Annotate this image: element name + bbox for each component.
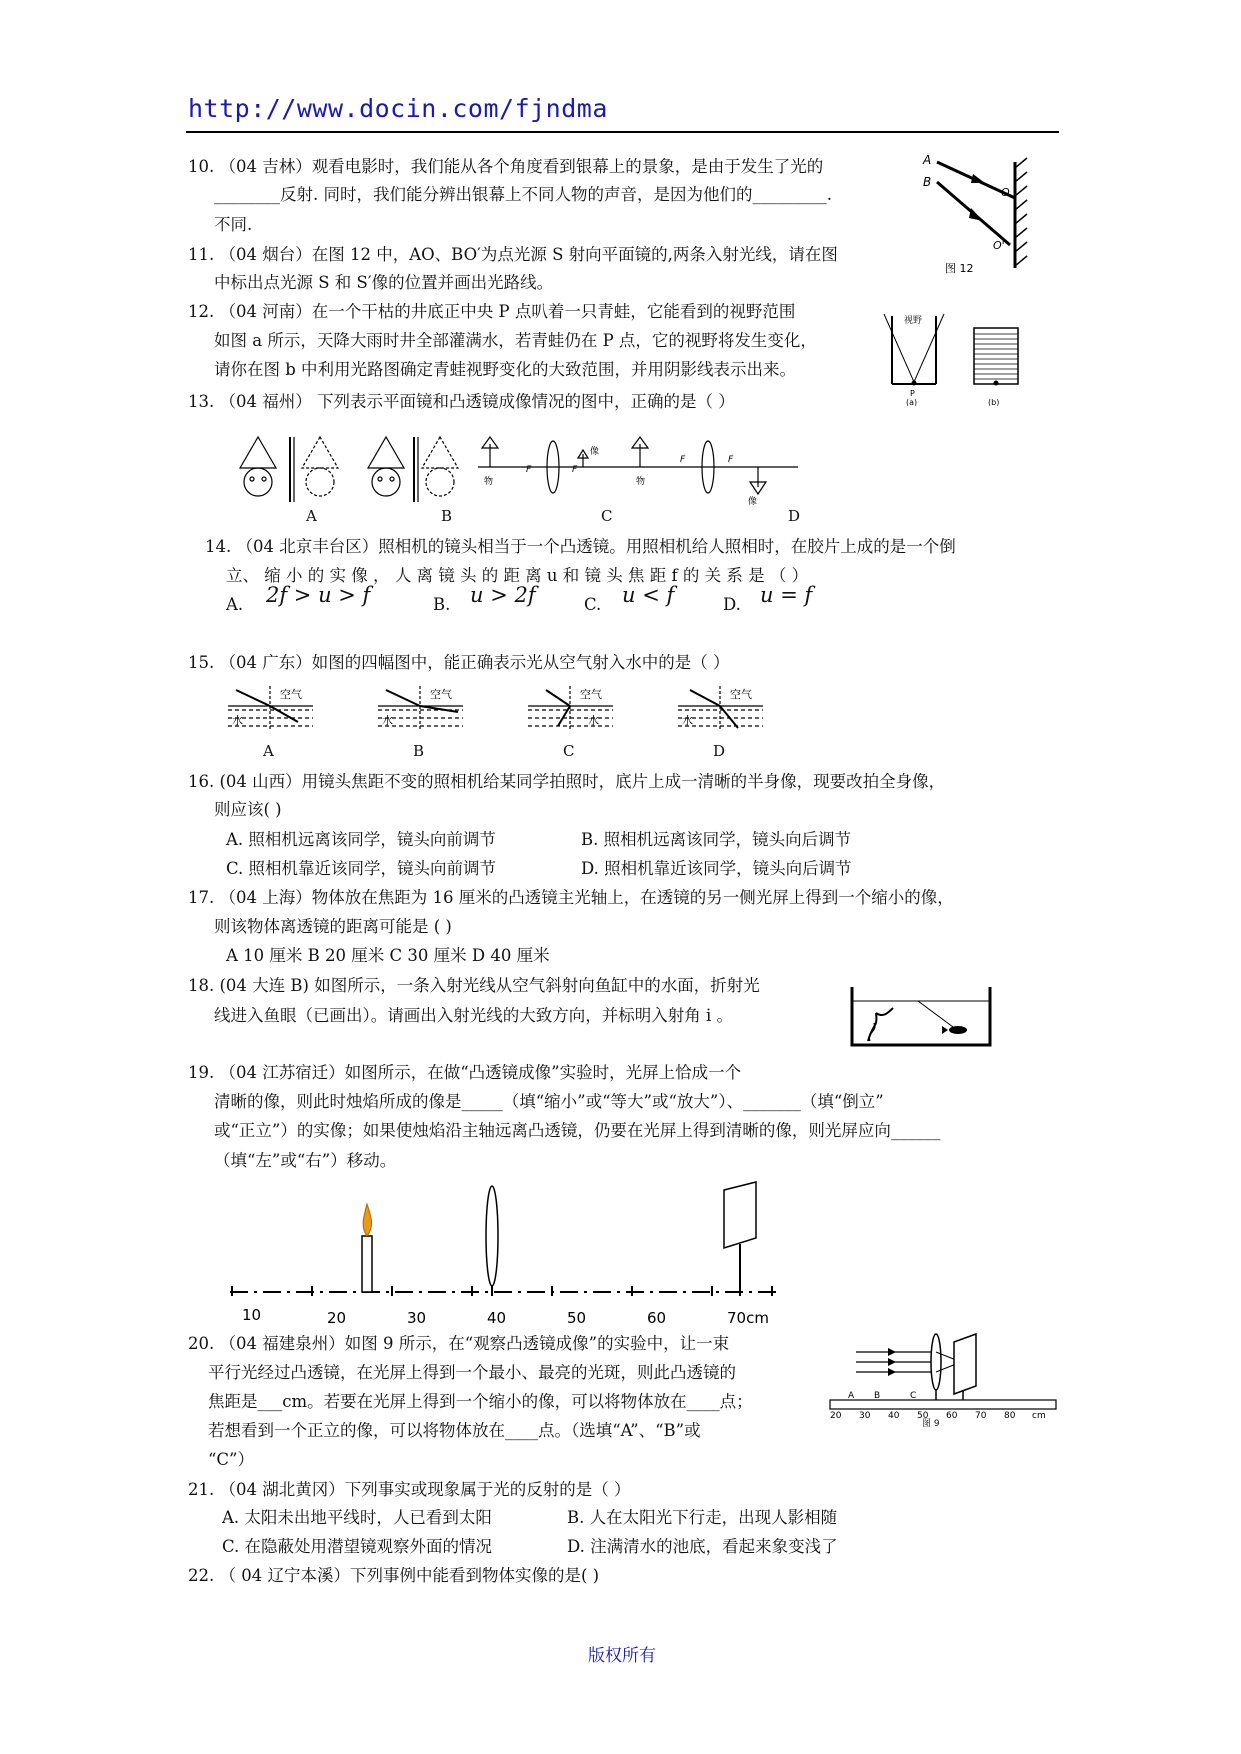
q10-label-o2: O' (993, 239, 1005, 252)
q19-line2: 清晰的像，则此时烛焰所成的像是_____（填“缩小”或“等大”或“放大”）、_______（填“倒立” (214, 1092, 884, 1111)
q14-option-a-expr: 2f > u > f (266, 583, 371, 607)
q10-line1: 10. （04 吉林）观看电影时，我们能从各个角度看到银幕上的景象，是由于发生了光的 (188, 157, 824, 176)
q15-option-c: C (563, 742, 575, 760)
q14-option-c-expr: u < f (622, 583, 675, 607)
q10-line3: 不同. (214, 215, 253, 234)
q21-option-c: C. 在隐蔽处用潜望镜观察外面的情况 (222, 1537, 493, 1556)
q10-label-o: O (1001, 186, 1010, 199)
q19-candle (362, 1236, 372, 1292)
q12-line3: 请你在图 b 中利用光路图确定青蛙视野变化的大致范围，并用阴影线表示出来。 (214, 360, 797, 379)
q20-ruler (830, 1400, 1056, 1409)
q15-option-a: A (263, 742, 274, 760)
q13-option-c: C (601, 507, 613, 525)
q20-ruler-60: 60 (946, 1411, 958, 1418)
q15-c-air: 空气 (580, 688, 602, 701)
q20-ruler-80: 80 (1004, 1411, 1016, 1418)
q13-c-image: 像 (590, 447, 600, 457)
q20-line5: “C”） (208, 1450, 254, 1469)
q16-option-c: C. 照相机靠近该同学，镜头向前调节 (226, 859, 497, 878)
q19-tick-60: 60 (647, 1309, 667, 1327)
q13-d-f1: F (680, 455, 686, 465)
q21-option-b: B. 人在太阳光下行走，出现人影相随 (567, 1508, 838, 1527)
q14-option-c-letter: C. (584, 595, 602, 614)
q19-tick-30: 30 (407, 1309, 427, 1327)
q13-c-f2: F (572, 465, 578, 475)
q20-line2: 平行光经过凸透镜，在光屏上得到一个最小、最亮的光斑，则此凸透镜的 (208, 1363, 736, 1382)
q18-line2: 线进入鱼眼（已画出）。请画出入射光线的大致方向，并标明入射角 i 。 (214, 1006, 734, 1025)
q16-option-b: B. 照相机远离该同学，镜头向后调节 (581, 830, 852, 849)
q20-lens (931, 1334, 941, 1390)
q11-line2: 中标出点光源 S 和 S′像的位置并画出光路线。 (214, 273, 554, 292)
q20-ruler-40: 40 (888, 1411, 900, 1418)
q19-line1: 19. （04 江苏宿迁）如图所示，在做“凸透镜成像”实验时，光屏上恰成一个 (188, 1063, 742, 1082)
q19-screen (724, 1182, 756, 1248)
q20-ruler-70: 70 (975, 1411, 987, 1418)
q14-line2: 立、 缩 小 的 实 像 ， 人 离 镜 头 的 距 离 u 和 镜 头 焦 距 f 的 关 系 是 （ ） (226, 566, 809, 585)
q20-optical-figure (826, 1328, 1061, 1418)
q19-line3: 或“正立”）的实像；如果使烛焰沿主轴远离凸透镜，仍要在光屏上得到清晰的像，则光屏应向______ (214, 1121, 941, 1140)
q14-line1: 14. （04 北京丰台区）照相机的镜头相当于一个凸透镜。用照相机给人照相时，在胶片上成的是一个倒 (205, 537, 956, 556)
q19-tick-10: 10 (242, 1306, 262, 1324)
q19-tick-20: 20 (327, 1309, 347, 1327)
q13-line1: 13. （04 福州） 下列表示平面镜和凸透镜成像情况的图中，正确的是（ ） (188, 392, 735, 411)
q19-flame (363, 1204, 372, 1236)
q13-options-figure (228, 432, 828, 532)
q15-d-air: 空气 (730, 688, 752, 701)
q13-c-object: 物 (484, 477, 494, 487)
q16-option-a: A. 照相机远离该同学，镜头向前调节 (226, 830, 496, 849)
q20-ruler-30: 30 (859, 1411, 871, 1418)
q12-label-view: 视野 (904, 316, 923, 326)
q10-line2: ________反射. 同时，我们能分辨出银幕上不同人物的声音，是因为他们的_________. (214, 185, 832, 204)
q19-tick-50: 50 (567, 1309, 587, 1327)
q15-c-water: 水 (588, 714, 599, 727)
q15-b-air: 空气 (430, 688, 452, 701)
q13-fig-a (240, 437, 338, 502)
q20-caption: 图 9 (922, 1419, 940, 1429)
q20-ruler-unit: cm (1032, 1411, 1046, 1418)
q10-label-b: B (923, 175, 932, 189)
header-rule (186, 131, 1059, 133)
q16-option-d: D. 照相机靠近该同学，镜头向后调节 (581, 859, 852, 878)
q15-option-b: B (413, 742, 425, 760)
q14-option-d-expr: u = f (760, 583, 813, 607)
q20-line1: 20. （04 福建泉州）如图 9 所示，在“观察凸透镜成像”的实验中，让一束 (188, 1334, 730, 1353)
q19-optical-bench-figure (220, 1180, 800, 1330)
q19-line4: （填“左”或“右”）移动。 (214, 1151, 397, 1170)
q17-options: A 10 厘米 B 20 厘米 C 30 厘米 D 40 厘米 (226, 946, 550, 965)
q13-fig-b (368, 437, 458, 502)
q20-point-a: A (848, 1391, 855, 1401)
q14-option-b-expr: u > 2f (470, 583, 536, 607)
q13-d-f2: F (728, 455, 734, 465)
q14-option-b-letter: B. (433, 595, 451, 614)
q16-line2: 则应该( ) (214, 800, 282, 819)
q22-line1: 22. （ 04 辽宁本溪）下列事例中能看到物体实像的是( ) (188, 1566, 600, 1585)
q20-line3: 焦距是___cm。若要在光屏上得到一个缩小的像，可以将物体放在____点； (208, 1392, 753, 1411)
q21-line1: 21. （04 湖北黄冈）下列事实或现象属于光的反射的是（ ） (188, 1480, 631, 1499)
q14-option-d-letter: D. (723, 595, 741, 614)
q15-d-water: 水 (682, 714, 693, 727)
q15-option-d: D (713, 742, 726, 760)
q17-line2: 则该物体离透镜的距离可能是 ( ) (214, 917, 452, 936)
q13-c-f1: F (526, 465, 532, 475)
q18-fishtank-figure (848, 983, 996, 1051)
q15-b-water: 水 (382, 714, 393, 727)
q20-line4: 若想看到一个正立的像，可以将物体放在____点。（选填“A”、“B”或 (208, 1421, 701, 1440)
q13-option-b: B (441, 507, 453, 525)
q12-well-figure (882, 306, 1027, 406)
q12-label-b: (b) (988, 398, 1000, 406)
header-url[interactable]: http://www.docin.com/fjndma (188, 94, 608, 123)
q13-option-a: A (306, 507, 317, 525)
q12-line1: 12. （04 河南）在一个干枯的井底正中央 P 点叭着一只青蛙，它能看到的视野范围 (188, 302, 796, 321)
q21-option-d: D. 注满清水的池底，看起来象变浅了 (567, 1537, 838, 1556)
q13-d-object: 物 (636, 477, 646, 487)
q15-options-figure (228, 684, 788, 734)
q12-label-a: (a) (906, 398, 918, 406)
q12-label-p: P (910, 389, 915, 398)
q13-d-image: 像 (748, 497, 758, 507)
q10-caption: 图 12 (945, 262, 974, 275)
q10-mirror-figure (915, 150, 1055, 280)
q14-option-a-letter: A. (226, 595, 244, 614)
q20-point-b: B (874, 1391, 881, 1401)
q21-option-a: A. 太阳未出地平线时，人已看到太阳 (222, 1508, 492, 1527)
q11-line1: 11. （04 烟台）在图 12 中，AO、BO′为点光源 S 射向平面镜的,两条入射光线，请在图 (188, 245, 838, 264)
q19-lens (486, 1186, 498, 1286)
q13-fig-c (478, 437, 628, 493)
q20-screen (954, 1334, 976, 1394)
footer-copyright: 版权所有 (588, 1646, 656, 1666)
q19-tick-70: 70cm (727, 1309, 769, 1327)
q17-line1: 17. （04 上海）物体放在焦距为 16 厘米的凸透镜主光轴上，在透镜的另一侧光屏上得到一个缩小的像， (188, 888, 954, 907)
q13-option-d: D (788, 507, 801, 525)
q12-line2: 如图 a 所示，天降大雨时井全部灌满水，若青蛙仍在 P 点，它的视野将发生变化， (214, 331, 817, 350)
q20-ruler-20: 20 (830, 1411, 842, 1418)
q16-line1: 16. (04 山西）用镜头焦距不变的照相机给某同学拍照时，底片上成一清晰的半身像，现要改拍全身像， (188, 772, 946, 791)
q10-label-a: A (923, 153, 932, 167)
q13-fig-d (628, 437, 798, 494)
q19-tick-40: 40 (487, 1309, 507, 1327)
q15-a-water: 水 (232, 714, 243, 727)
q20-point-c: C (910, 1391, 917, 1401)
q20-ruler-50: 50 (917, 1411, 929, 1418)
q15-line1: 15. （04 广东）如图的四幅图中，能正确表示光从空气射入水中的是（ ） (188, 653, 730, 672)
q18-line1: 18. (04 大连 B) 如图所示，一条入射光线从空气斜射向鱼缸中的水面，折射光 (188, 976, 760, 995)
q15-a-air: 空气 (280, 688, 302, 701)
